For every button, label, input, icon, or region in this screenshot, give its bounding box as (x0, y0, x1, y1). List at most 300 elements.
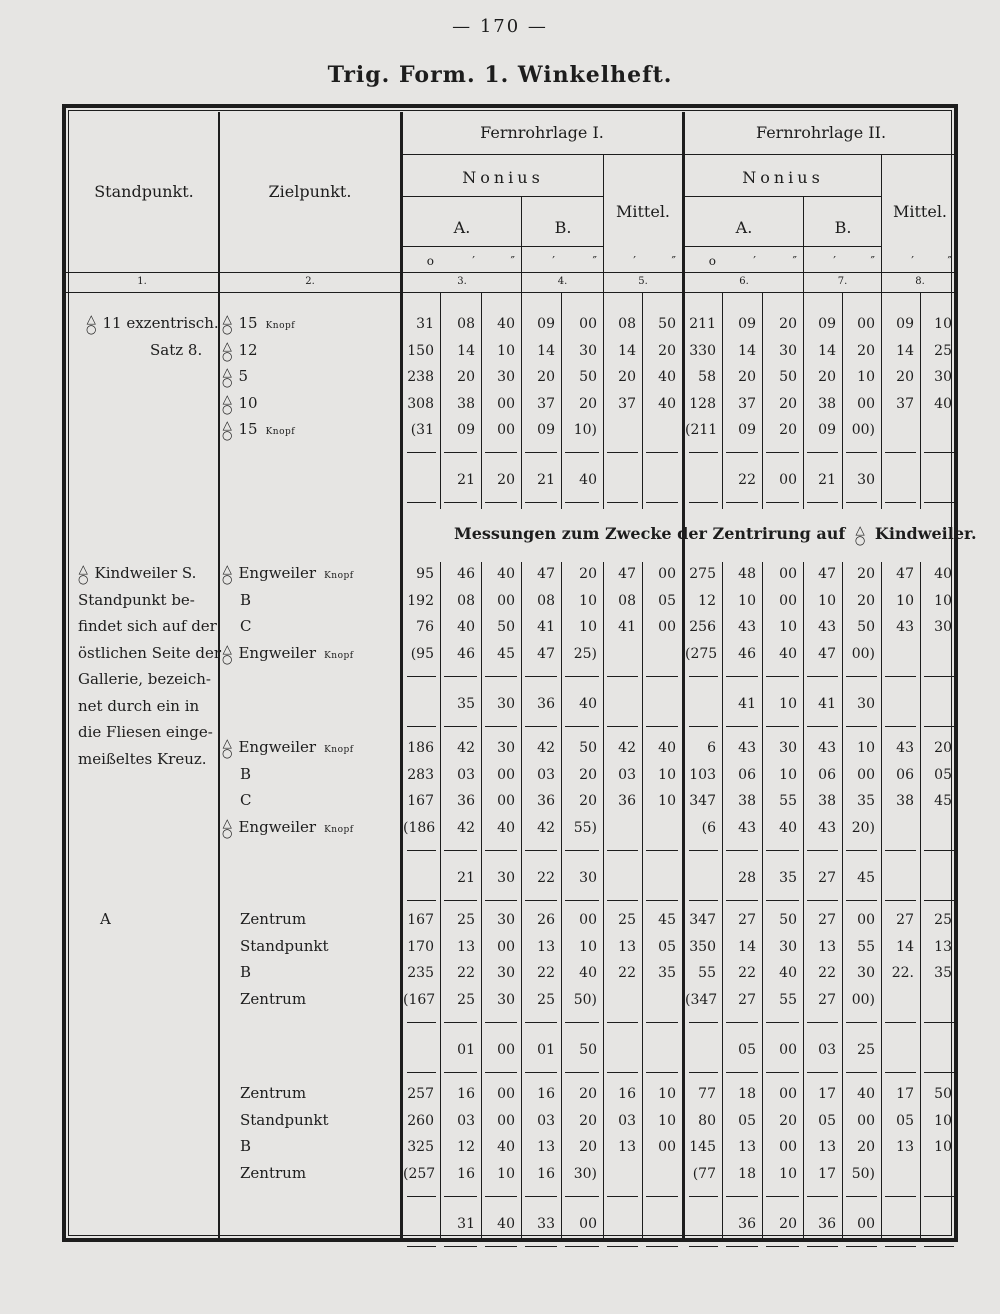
sum-separator (407, 452, 436, 453)
sum-separator (924, 1246, 954, 1247)
table-row-cell: 20 (738, 369, 756, 385)
sum-separator (525, 1022, 557, 1023)
sum-row-cell: 01 (537, 1042, 555, 1058)
table-row-cell: 45 (658, 912, 676, 928)
sum-separator (485, 676, 517, 677)
table-row-cell: 00 (579, 316, 597, 332)
sum-row-cell: 00 (779, 472, 797, 488)
sum-separator (565, 850, 599, 851)
zielpunkt-label (222, 420, 295, 440)
table-row-cell: 40 (579, 965, 597, 981)
zielpunkt-label (222, 314, 295, 334)
table-row-cell: 40 (934, 396, 952, 412)
table-row-cell: 20 (779, 396, 797, 412)
sum-separator (485, 726, 517, 727)
table-row-cell: (31 (410, 422, 434, 438)
header-fernrohrlage-2: Fernrohrlage II. (755, 123, 887, 142)
table-row-cell: 43 (818, 740, 836, 756)
sum-separator (807, 726, 838, 727)
table-row-cell: 10 (658, 767, 676, 783)
table-row-cell: 25 (457, 992, 475, 1008)
sum-separator (924, 502, 954, 503)
table-row-cell: 40 (497, 316, 515, 332)
table-row-cell: 27 (818, 992, 836, 1008)
standpunkt-text: findet sich auf der (78, 617, 217, 635)
table-row-cell: 47 (537, 646, 555, 662)
table-row-cell: 35 (934, 965, 952, 981)
sum-row-cell: 03 (818, 1042, 836, 1058)
standpunkt-line (150, 341, 202, 359)
sum-row-cell: 33 (537, 1216, 555, 1232)
table-row-cell: 46 (457, 566, 475, 582)
table-row-cell: 00 (779, 566, 797, 582)
sum-separator (525, 502, 557, 503)
sum-separator (485, 1022, 517, 1023)
table-row-cell: 31 (416, 316, 434, 332)
zielpunkt-name: 10 (238, 394, 258, 412)
table-row-cell: 260 (407, 1113, 434, 1129)
table-row-cell: 47 (537, 566, 555, 582)
table-row-cell: 14 (738, 939, 756, 955)
table-row-cell: 58 (698, 369, 716, 385)
sum-row-cell: 21 (457, 870, 475, 886)
table-row-cell: 14 (896, 939, 914, 955)
rule-minor (481, 562, 482, 1238)
table-row-cell: 08 (618, 316, 636, 332)
sum-row-cell: 41 (818, 696, 836, 712)
table-row-cell: 10 (779, 767, 797, 783)
table-row-cell: 25 (457, 912, 475, 928)
table-row-cell: 55) (573, 820, 597, 836)
table-row-cell: 05 (738, 1113, 756, 1129)
table-row-cell: 10 (779, 1166, 797, 1182)
table-row-cell: 10 (934, 316, 952, 332)
sum-row-cell: 40 (497, 1216, 515, 1232)
sum-separator (444, 452, 477, 453)
table-row-cell: 16 (457, 1166, 475, 1182)
table-row-cell: 10 (896, 593, 914, 609)
unit-sec: ″ (792, 254, 797, 268)
table-row-cell: (6 (701, 820, 716, 836)
table-row-cell: 05 (818, 1113, 836, 1129)
sum-separator (766, 1196, 799, 1197)
table-row-cell: 36 (457, 793, 475, 809)
table-row-cell: 42 (457, 740, 475, 756)
sum-separator (407, 676, 436, 677)
table-row-cell: 50 (779, 912, 797, 928)
table-row-cell: 38 (818, 396, 836, 412)
sum-separator (407, 726, 436, 727)
standpunkt-line (78, 564, 196, 584)
sum-separator (485, 900, 517, 901)
table-row-cell: 30 (497, 740, 515, 756)
sum-row-cell: 30 (497, 870, 515, 886)
table-row-cell: 45 (497, 646, 515, 662)
column-number: 2. (305, 276, 315, 287)
table-row-cell: 09 (537, 422, 555, 438)
table-row-cell: 145 (689, 1139, 716, 1155)
zielpunkt-name: 15 (238, 314, 258, 332)
unit-deg: o (708, 254, 716, 268)
zielpunkt-name: Engweiler (238, 644, 317, 662)
trig-point-icon: △ ○ (222, 339, 233, 363)
unit-min: ′ (552, 254, 555, 268)
sum-row-cell: 22 (537, 870, 555, 886)
sum-separator (807, 850, 838, 851)
sum-separator (565, 900, 599, 901)
sum-separator (846, 676, 877, 677)
table-row-cell: 00 (857, 316, 875, 332)
table-row-cell: 38 (738, 793, 756, 809)
table-row-cell: 55 (698, 965, 716, 981)
table-row-cell: 14 (896, 343, 914, 359)
zielpunkt-tag: Knopf (265, 427, 296, 437)
header-a-2: A. (735, 218, 753, 237)
unit-sec: ″ (671, 254, 676, 268)
standpunkt-line (78, 723, 213, 741)
sum-separator (646, 1246, 678, 1247)
standpunkt-text: Gallerie, bezeich- (78, 670, 211, 688)
table-row-cell: 170 (407, 939, 434, 955)
sum-separator (689, 1022, 718, 1023)
sum-separator (646, 1072, 678, 1073)
zielpunkt-label (240, 990, 306, 1008)
unit-min: ′ (753, 254, 756, 268)
table-row-cell: 09 (818, 316, 836, 332)
sum-separator (885, 452, 916, 453)
header-standpunkt: Standpunkt. (94, 182, 194, 201)
trig-point-icon: △ ○ (222, 365, 233, 389)
table-row-cell: 00 (857, 767, 875, 783)
column-number: 6. (739, 276, 749, 287)
sum-separator (444, 1022, 477, 1023)
table-row-cell: 95 (416, 566, 434, 582)
sum-separator (646, 1196, 678, 1197)
table-row-cell: 06 (818, 767, 836, 783)
table-row-cell: 40 (779, 965, 797, 981)
sum-separator (846, 850, 877, 851)
table-row-cell: 43 (738, 740, 756, 756)
header-b-1: B. (554, 218, 572, 237)
sum-separator (885, 1246, 916, 1247)
zielpunkt-name: Engweiler (238, 738, 317, 756)
trig-point-icon: △ ○ (222, 418, 233, 442)
sum-row-cell: 01 (457, 1042, 475, 1058)
table-row-cell: 150 (407, 343, 434, 359)
sum-row-cell: 00 (857, 1216, 875, 1232)
sum-separator (924, 676, 954, 677)
standpunkt-line (78, 591, 195, 609)
zielpunkt-label (240, 1137, 251, 1155)
table-row-cell: 167 (407, 912, 434, 928)
sum-separator (689, 1246, 718, 1247)
table-row-cell: 42 (537, 740, 555, 756)
zielpunkt-label (240, 765, 251, 783)
table-row-cell: 20 (618, 369, 636, 385)
sum-separator (485, 1196, 517, 1197)
sum-separator (607, 676, 638, 677)
table-row-cell: 09 (457, 422, 475, 438)
table-row-cell: 20 (579, 1113, 597, 1129)
rule-units (66, 272, 958, 273)
sum-separator (607, 502, 638, 503)
zielpunkt-tag: Knopf (324, 571, 354, 581)
table-row-cell: 43 (738, 820, 756, 836)
rule-minor (642, 562, 643, 1238)
rule-minor (561, 562, 562, 1238)
sum-separator (646, 726, 678, 727)
sum-separator (607, 850, 638, 851)
table-row-cell: 22. (891, 965, 914, 981)
table-row-cell: 40 (658, 740, 676, 756)
sum-separator (407, 1022, 436, 1023)
table-row-cell: 00 (497, 396, 515, 412)
table-row-cell: 30 (497, 369, 515, 385)
standpunkt-text: net durch ein in (78, 696, 200, 715)
table-row-cell: 55 (779, 992, 797, 1008)
sum-separator (846, 1246, 877, 1247)
standpunkt-line (78, 750, 207, 768)
trig-point-icon: △ ○ (222, 562, 233, 586)
table-row-cell: 30 (779, 343, 797, 359)
sum-separator (846, 502, 877, 503)
sum-separator (565, 726, 599, 727)
sum-separator (525, 452, 557, 453)
table-row-cell: 06 (738, 767, 756, 783)
table-row-cell: 350 (689, 939, 716, 955)
sum-separator (924, 726, 954, 727)
sum-separator (689, 676, 718, 677)
table-row-cell: 36 (618, 793, 636, 809)
sum-separator (646, 502, 678, 503)
sum-separator (766, 676, 799, 677)
sum-separator (807, 1196, 838, 1197)
zielpunkt-label (240, 1164, 306, 1182)
table-row-cell: 22 (618, 965, 636, 981)
standpunkt-text: meißeltes Kreuz. (78, 749, 207, 768)
sum-separator (607, 726, 638, 727)
table-row-cell: 256 (689, 619, 716, 635)
table-row-cell: 14 (537, 343, 555, 359)
sum-separator (607, 452, 638, 453)
trig-point-icon: △ ○ (222, 736, 233, 760)
table-row-cell: 03 (457, 1113, 475, 1129)
sum-row-cell: 30 (497, 696, 515, 712)
rule-ab-2b (803, 562, 804, 1238)
sum-separator (525, 676, 557, 677)
table-row-cell: 46 (738, 646, 756, 662)
sum-separator (444, 676, 477, 677)
sum-separator (924, 452, 954, 453)
sum-separator (766, 726, 799, 727)
standpunkt-line (78, 617, 217, 635)
table-row-cell: 00 (658, 619, 676, 635)
table-row-cell: 47 (818, 566, 836, 582)
sum-row-cell: 05 (738, 1042, 756, 1058)
zielpunkt-name: C (240, 617, 252, 635)
sum-separator (924, 1072, 954, 1073)
trig-point-icon: △ ○ (222, 392, 233, 416)
rule-mittel-1b (603, 562, 604, 1238)
trig-point-icon: △ ○ (78, 562, 89, 586)
sum-row-cell: 20 (497, 472, 515, 488)
table-row-cell: 167 (407, 793, 434, 809)
zielpunkt-label (240, 791, 251, 809)
trig-point-icon: △ ○ (222, 816, 233, 840)
sum-row-cell: 31 (457, 1216, 475, 1232)
table-row-cell: 20) (851, 820, 875, 836)
sum-separator (565, 1246, 599, 1247)
table-row-cell: (77 (692, 1166, 716, 1182)
table-row-cell: 25 (934, 343, 952, 359)
sum-separator (607, 1072, 638, 1073)
table-row-cell: 00 (497, 422, 515, 438)
table-row-cell: 20 (579, 1086, 597, 1102)
sum-row-cell: 00 (779, 1042, 797, 1058)
table-row-cell: 50 (658, 316, 676, 332)
table-row-cell: 10 (658, 1086, 676, 1102)
table-row-cell: 40 (934, 566, 952, 582)
table-row-cell: 347 (689, 793, 716, 809)
trig-point-icon: △ ○ (854, 522, 866, 547)
sum-row-cell: 21 (537, 472, 555, 488)
table-row-cell: 00) (851, 646, 875, 662)
table-row-cell: 30 (497, 992, 515, 1008)
table-row-cell: 30 (934, 369, 952, 385)
table-row-cell: 00 (497, 1113, 515, 1129)
table-row-cell: 18 (738, 1166, 756, 1182)
rule-sub-1 (403, 196, 603, 197)
table-row-cell: 08 (618, 593, 636, 609)
sum-separator (565, 452, 599, 453)
table-row-cell: (186 (403, 820, 436, 836)
sum-separator (726, 726, 758, 727)
table-row-cell: 27 (738, 992, 756, 1008)
sum-separator (565, 1022, 599, 1023)
table-row-cell: 41 (618, 619, 636, 635)
table-row-cell: 10 (579, 593, 597, 609)
sum-row-cell: 36 (738, 1216, 756, 1232)
table-row-cell: 20 (857, 1139, 875, 1155)
rule-numbers (66, 292, 958, 293)
table-row-cell: 76 (416, 619, 434, 635)
sum-separator (444, 1196, 477, 1197)
sum-separator (807, 502, 838, 503)
sum-row-cell: 41 (738, 696, 756, 712)
column-number: 4. (557, 276, 568, 287)
table-row-cell: 05 (658, 939, 676, 955)
table-row-cell: 40 (497, 566, 515, 582)
unit-deg: o (426, 254, 434, 268)
table-row-cell: 22 (738, 965, 756, 981)
table-row-cell: 50 (497, 619, 515, 635)
table-row-cell: 00 (658, 1139, 676, 1155)
zielpunkt-name: B (240, 765, 252, 783)
zielpunkt-name: Zentrum (240, 990, 307, 1008)
table-row-cell: 14 (738, 343, 756, 359)
table-row-cell: 40 (497, 820, 515, 836)
table-row-cell: 50 (579, 740, 597, 756)
sum-row-cell: 27 (818, 870, 836, 886)
table-row-cell: 37 (618, 396, 636, 412)
table-row-cell: 257 (407, 1086, 434, 1102)
table-row-cell: 26 (537, 912, 555, 928)
sum-separator (485, 1072, 517, 1073)
table-row-cell: (347 (685, 992, 718, 1008)
table-row-cell: 03 (457, 767, 475, 783)
table-row-cell: 40 (779, 646, 797, 662)
table-row-cell: 05 (896, 1113, 914, 1129)
sum-separator (607, 1246, 638, 1247)
table-row-cell: 55 (779, 793, 797, 809)
table-row-cell: 25 (934, 912, 952, 928)
table-row-cell: 20 (857, 593, 875, 609)
standpunkt-line (78, 697, 199, 715)
table-row-cell: 40 (658, 396, 676, 412)
sum-separator (726, 1246, 758, 1247)
table-row-cell: 09 (818, 422, 836, 438)
section-title-text: Messungen zum Zwecke der Zentrirung auf (454, 524, 846, 543)
table-row-cell: 00 (497, 767, 515, 783)
table-row-cell: 20 (579, 566, 597, 582)
table-row-cell: 42 (457, 820, 475, 836)
page-title: Trig. Form. 1. Winkelheft. (327, 62, 673, 88)
sum-separator (726, 676, 758, 677)
sum-separator (485, 850, 517, 851)
table-row-cell: 20 (579, 767, 597, 783)
table-row-cell: 16 (537, 1166, 555, 1182)
table-row-cell: 30 (497, 912, 515, 928)
table-row-cell: 20 (457, 369, 475, 385)
sum-separator (525, 1246, 557, 1247)
table-row-cell: 16 (537, 1086, 555, 1102)
table-row-cell: 22 (457, 965, 475, 981)
table-row-cell: 13 (618, 939, 636, 955)
table-row-cell: 30 (857, 965, 875, 981)
table-row-cell: 10 (497, 1166, 515, 1182)
table-row-cell: 17 (818, 1166, 836, 1182)
unit-sec: ″ (870, 254, 875, 268)
table-row-cell: 77 (698, 1086, 716, 1102)
sum-separator (924, 900, 954, 901)
table-row-cell: (257 (403, 1166, 436, 1182)
unit-sec: ″ (947, 254, 952, 268)
zielpunkt-label (240, 963, 251, 981)
table-row-cell: 00 (857, 396, 875, 412)
unit-min: ′ (833, 254, 836, 268)
standpunkt-text: Kindweiler S. (94, 564, 197, 582)
sum-separator (726, 900, 758, 901)
standpunkt-text: östlichen Seite der (78, 643, 221, 662)
sum-separator (807, 452, 838, 453)
sum-row-cell: 00 (497, 1042, 515, 1058)
zielpunkt-tag: Knopf (324, 651, 354, 661)
sum-row-cell: 25 (857, 1042, 875, 1058)
table-row-cell: 00 (497, 793, 515, 809)
unit-sec: ″ (592, 254, 597, 268)
sum-separator (607, 1196, 638, 1197)
zielpunkt-name: 15 (238, 420, 258, 438)
table-row-cell: 235 (407, 965, 434, 981)
table-row-cell: 10 (857, 740, 875, 756)
rule-minor (842, 562, 843, 1238)
rule-nonius-1 (403, 246, 603, 247)
sum-separator (885, 676, 916, 677)
table-row-cell: 20 (579, 396, 597, 412)
header-mittel-2: Mittel. (892, 202, 948, 221)
table-row-cell: 30) (573, 1166, 597, 1182)
table-row-cell: 238 (407, 369, 434, 385)
